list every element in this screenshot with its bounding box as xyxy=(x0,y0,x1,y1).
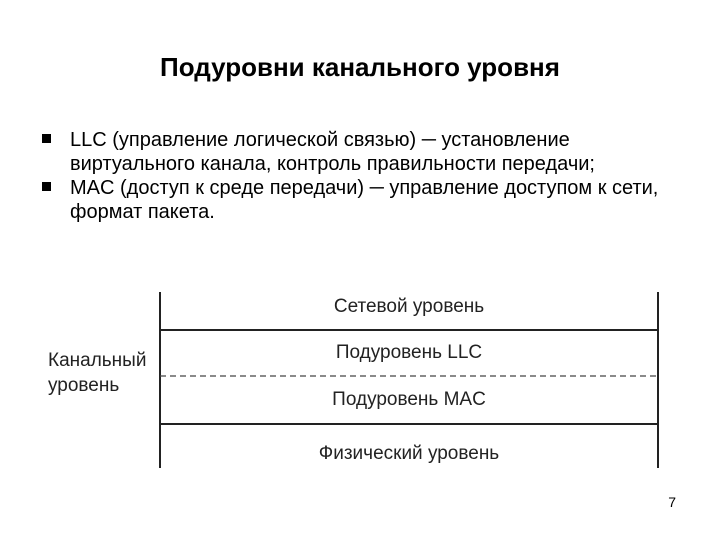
bullet-text-llc: LLC (управление логической связью) ─ установление виртуального канала, контроль правильности передачи; xyxy=(70,129,595,175)
llc-sublayer-label: Подуровень LLC xyxy=(335,342,483,363)
bullet-text-mac: MAC (доступ к среде передачи) ─ управление доступом к сети, формат пакета. xyxy=(70,177,659,223)
slide-title: Подуровни канального уровня xyxy=(160,52,560,82)
data-link-label-line1: Канальный xyxy=(48,350,147,371)
mac-sublayer-label: Подуровень MAC xyxy=(332,389,486,410)
data-link-label-line2: уровень xyxy=(48,375,120,396)
network-layer-label: Сетевой уровень xyxy=(333,296,485,317)
physical-layer-label: Физический уровень xyxy=(318,443,500,464)
page-number: 7 xyxy=(668,494,676,510)
